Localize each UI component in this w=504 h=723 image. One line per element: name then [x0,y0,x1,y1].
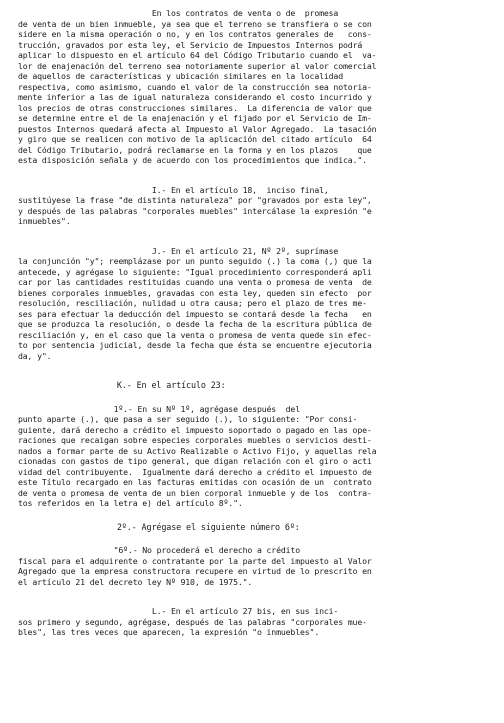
text-line: vidad del contribuyente. Igualmente dará derecho a crédito el impuesto de [18,466,372,477]
para-numero-6 [18,545,494,587]
text-line: del Código Tributario, podrá reclamarse en la forma y en los plazos que [18,144,372,155]
text-line: to por sentencia judicial, desde la fecha que ésta se encuentre ejecutoria [18,340,372,350]
text-line: En los contratos de venta o de promesa [18,8,339,18]
text-line: sustitúyese la frase "de distinta naturaleza" por "gravados por esta ley", [18,195,372,205]
text-line: car por las cantidades restituidas cuando una venta o promesa de venta de [18,277,372,287]
text-line: sos primero y segundo, agrégase, después de las palabras "corporales mue- [18,616,367,627]
text-line: de aquellos de características y ubicación similares en la localidad [18,71,343,81]
text-line: lor de enajenación del terreno sea notoriamente superior al valor comercial [18,60,377,71]
text-line: los precios de otras construcciones similares. La diferencia de valor que [18,102,372,113]
text-line: mente inferior a las de igual naturaleza considerando el costo incurrido y [18,92,372,102]
text-line: de venta de un bien inmueble, ya sea que el terreno se transfiera o se con [18,18,372,29]
text-line: L.- En el artículo 27 bis, en sus inci- [18,606,339,616]
text-line: resciliación y, en el caso que la venta o promesa de venta quede sin efec- [18,329,372,340]
text-line: I.- En el artículo 18, inciso final, [18,184,329,195]
para-letra-i [18,185,494,227]
para-letra-l [18,606,494,638]
text-line: aplicar lo dispuesto en el artículo 64 del Código Tributario cuando el va- [18,50,377,60]
text-line: resolución, resciliación, nulidad u otra causa; pero el plazo de tres me- [18,298,367,308]
text-line: punto aparte (.), que pasa a ser seguido (.), lo siguiente: "Por consi- [18,414,358,424]
text-line: de venta o promesa de venta de un bien corporal inmueble y de los contra- [18,487,372,498]
text-line: y después de las palabras "corporales muebles" intercálase la expresión "e [18,205,372,216]
text-line: "6º.- No procederá el derecho a crédito [18,545,300,555]
text-line: da, y". [18,350,52,361]
text-line: fiscal para el adquirente o contratante por la parte del impuesto al Valor [18,555,372,566]
text-line: sidere en la misma operación o no, y en los contratos generales de cons- [18,29,372,39]
text-line: y giro que se realicen con motivo de la aplicación del citado artículo 64 [18,134,372,144]
text-line: se determine entre el de la enajenación y el fijado por el Servicio de Im- [18,113,372,123]
text-line: este Título recargado en las facturas emitidas con ocasión de un contrato [18,477,372,487]
text-line: inmuebles". [18,216,71,226]
text-line: respectiva, como asimismo, cuando el valor de la construcción sea notoria- [18,81,372,92]
text-line: Agregado que la empresa constructora recupere en virtud de lo prescrito en [18,566,372,576]
text-line: ses para efectuar la deducción del impuesto se contará desde la fecha en [18,308,372,319]
text-line: puestos Internos quedará afecta al Impuesto al Valor Agregado. La tasación [18,123,377,134]
heading-letra-k: K.- En el artículo 23: [18,380,226,390]
text-line: nados a formar parte de su Activo Realizable o Activo Fijo, y aquellas rela [18,445,377,456]
text-line: 1º.- En su Nº 1º, agrégase después del [18,403,300,414]
text-line: bienes corporales inmuebles, gravadas con esta ley, queden sin efecto por [18,287,372,298]
heading-numero-2: 2º.- Agrégase el siguiente número 6º: [18,521,300,532]
para-letra-j [18,246,494,362]
text-line: la conjunción "y"; reemplázase por un punto seguido (.) la coma (,) que la [18,256,372,266]
text-line: guiente, dará derecho a crédito el impuesto soportado o pagado en las ope- [18,424,372,435]
text-line: trucción, gravados por esta ley, el Servicio de Impuestos Internos podrá [18,39,363,50]
text-line: esta disposición señala y de acuerdo con los procedimientos que indica.". [18,155,367,165]
text-line: el artículo 21 del decreto ley Nº 910, de 1975.". [18,576,253,587]
text-line: J.- En el artículo 21, Nº 2º, suprímase [18,245,339,256]
text-line: tos referidos en la letra e) del artículo 8º.". [18,498,243,508]
para-contratos-venta [18,8,494,166]
text-line: antecede, y agrégase lo siguiente: "Igual procedimiento corresponderá apli [18,266,372,277]
text-line: cionadas con gastos de tipo general, que digan relación con el giro o acti [18,456,372,466]
para-numero-1 [18,404,494,509]
text-line: bles", las tres veces que aparecen, la expresión "o inmuebles". [18,627,320,637]
text-line: que se produzca la resolución, o desde la fecha de la escritura pública de [18,319,372,329]
text-line: raciones que recaigan sobre especies corporales muebles o servicios desti- [18,435,372,445]
